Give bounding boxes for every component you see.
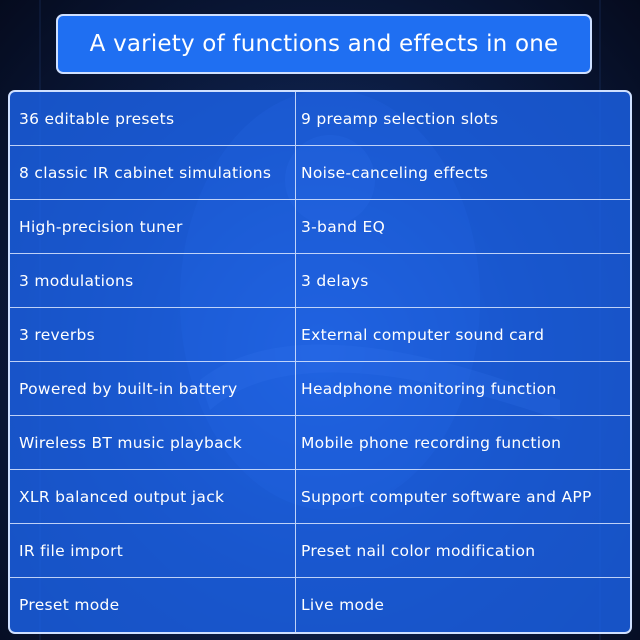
feature-cell-left: 8 classic IR cabinet simulations bbox=[10, 146, 296, 199]
feature-cell-left: 3 modulations bbox=[10, 254, 296, 307]
feature-cell-right: Headphone monitoring function bbox=[301, 379, 557, 398]
feature-cell-right: Live mode bbox=[301, 596, 385, 614]
table-row bbox=[10, 146, 630, 200]
feature-cell-right: Support computer software and APP bbox=[301, 487, 592, 506]
table-row bbox=[10, 416, 630, 470]
table-row bbox=[10, 524, 630, 578]
feature-cell-right: Preset nail color modification bbox=[301, 541, 536, 560]
feature-cell-right: 3 delays bbox=[301, 271, 369, 290]
title-banner bbox=[56, 14, 592, 74]
feature-cell-right: External computer sound card bbox=[301, 325, 545, 344]
table-row bbox=[10, 362, 630, 416]
feature-cell-left: High-precision tuner bbox=[10, 200, 296, 253]
feature-cell-right: 9 preamp selection slots bbox=[301, 109, 499, 128]
feature-cell-left: IR file import bbox=[10, 524, 296, 577]
table-row bbox=[10, 200, 630, 254]
feature-cell-left: 36 editable presets bbox=[10, 92, 296, 145]
feature-cell-left: XLR balanced output jack bbox=[10, 470, 296, 523]
feature-cell-right: 3-band EQ bbox=[301, 217, 386, 236]
feature-table bbox=[8, 90, 632, 634]
feature-cell-right: Mobile phone recording function bbox=[301, 433, 562, 452]
feature-cell-right: Noise-canceling effects bbox=[301, 163, 489, 182]
table-row bbox=[10, 92, 630, 146]
feature-cell-left: Preset mode bbox=[10, 578, 296, 632]
table-row bbox=[10, 308, 630, 362]
table-row bbox=[10, 254, 630, 308]
feature-cell-left: 3 reverbs bbox=[10, 308, 296, 361]
feature-cell-left: Powered by built-in battery bbox=[10, 362, 296, 415]
table-row bbox=[10, 470, 630, 524]
table-row bbox=[10, 578, 630, 632]
page-title: A variety of functions and effects in one bbox=[89, 31, 559, 57]
feature-cell-left: Wireless BT music playback bbox=[10, 416, 296, 469]
